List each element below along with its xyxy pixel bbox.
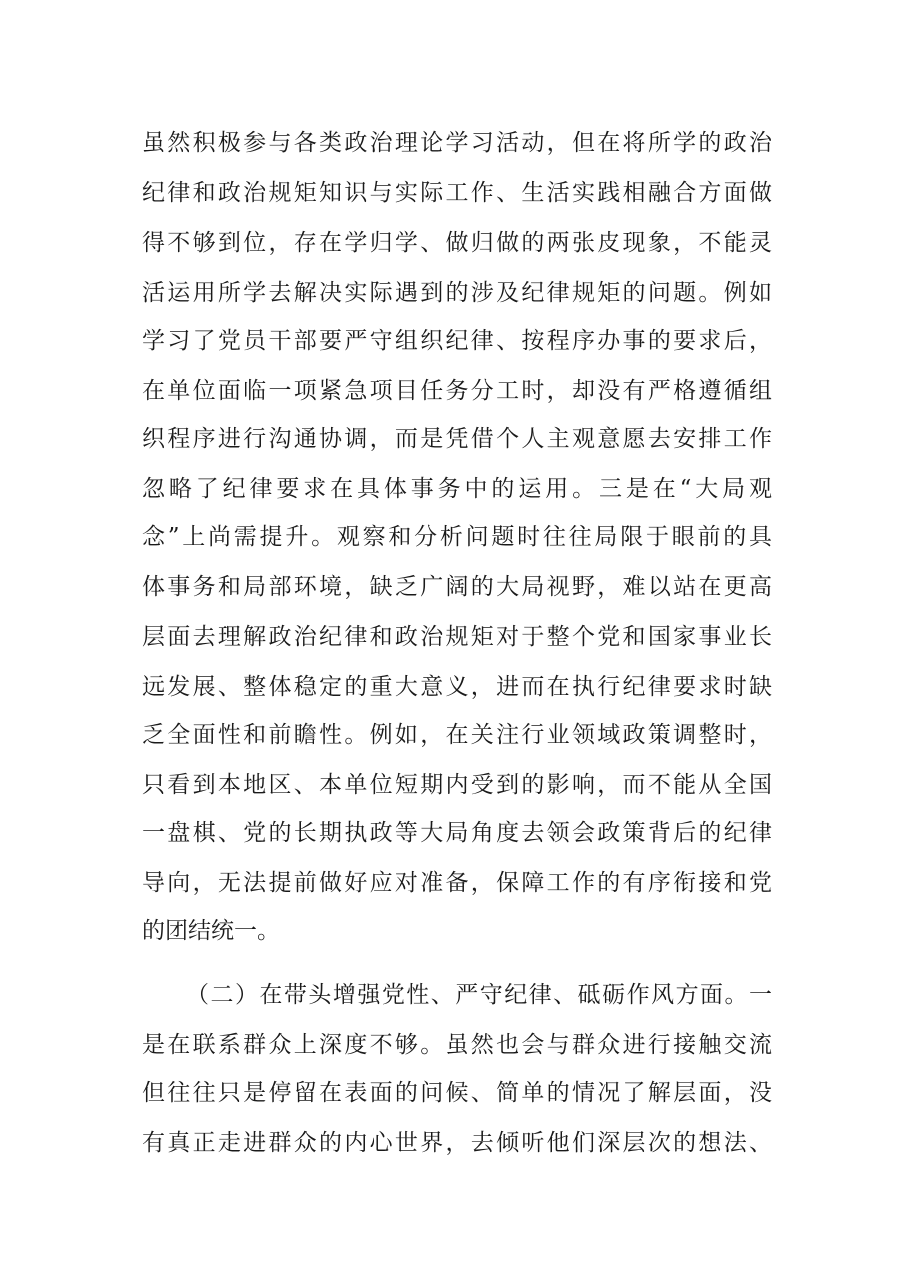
text-line: 织程序进行沟通协调，而是凭借个人主观意愿去安排工作	[142, 426, 772, 452]
text-line: 纪律和政治规矩知识与实际工作、生活实践相融合方面做	[142, 180, 772, 206]
text-line: 远发展、整体稳定的重大意义，进而在执行纪律要求时缺	[142, 674, 772, 700]
text-line: 念”上尚需提升。观察和分析问题时往往局限于眼前的具	[142, 524, 772, 550]
text-line: 导向，无法提前做好应对准备，保障工作的有序衔接和党	[142, 870, 772, 896]
paragraph-heading-line: （二）在带头增强党性、严守纪律、砥砺作风方面。一	[186, 982, 772, 1008]
text-line: 虽然积极参与各类政治理论学习活动，但在将所学的政治	[142, 130, 772, 156]
text-line: 有真正走进群众的内心世界，去倾听他们深层次的想法、	[142, 1130, 772, 1156]
text-line: 得不够到位，存在学归学、做归做的两张皮现象，不能灵	[142, 230, 772, 256]
text-line: 但往往只是停留在表面的问候、简单的情况了解层面，没	[142, 1080, 772, 1106]
text-line: 学习了党员干部要严守组织纪律、按程序办事的要求后，	[142, 328, 772, 354]
text-line: 乏全面性和前瞻性。例如，在关注行业领域政策调整时，	[142, 722, 772, 748]
text-line: 活运用所学去解决实际遇到的涉及纪律规矩的问题。例如	[142, 280, 772, 306]
text-line: 层面去理解政治纪律和政治规矩对于整个党和国家事业长	[142, 624, 772, 650]
text-line: 在单位面临一项紧急项目任务分工时，却没有严格遵循组	[142, 378, 772, 404]
text-line: 一盘棋、党的长期执政等大局角度去领会政策背后的纪律	[142, 820, 772, 846]
text-line: 的团结统一。	[142, 918, 280, 944]
text-line: 忽略了纪律要求在具体事务中的运用。三是在“大局观	[142, 476, 772, 502]
text-line: 体事务和局部环境，缺乏广阔的大局视野，难以站在更高	[142, 574, 772, 600]
text-line: 只看到本地区、本单位短期内受到的影响，而不能从全国	[142, 772, 772, 798]
text-line: 是在联系群众上深度不够。虽然也会与群众进行接触交流	[142, 1032, 772, 1058]
